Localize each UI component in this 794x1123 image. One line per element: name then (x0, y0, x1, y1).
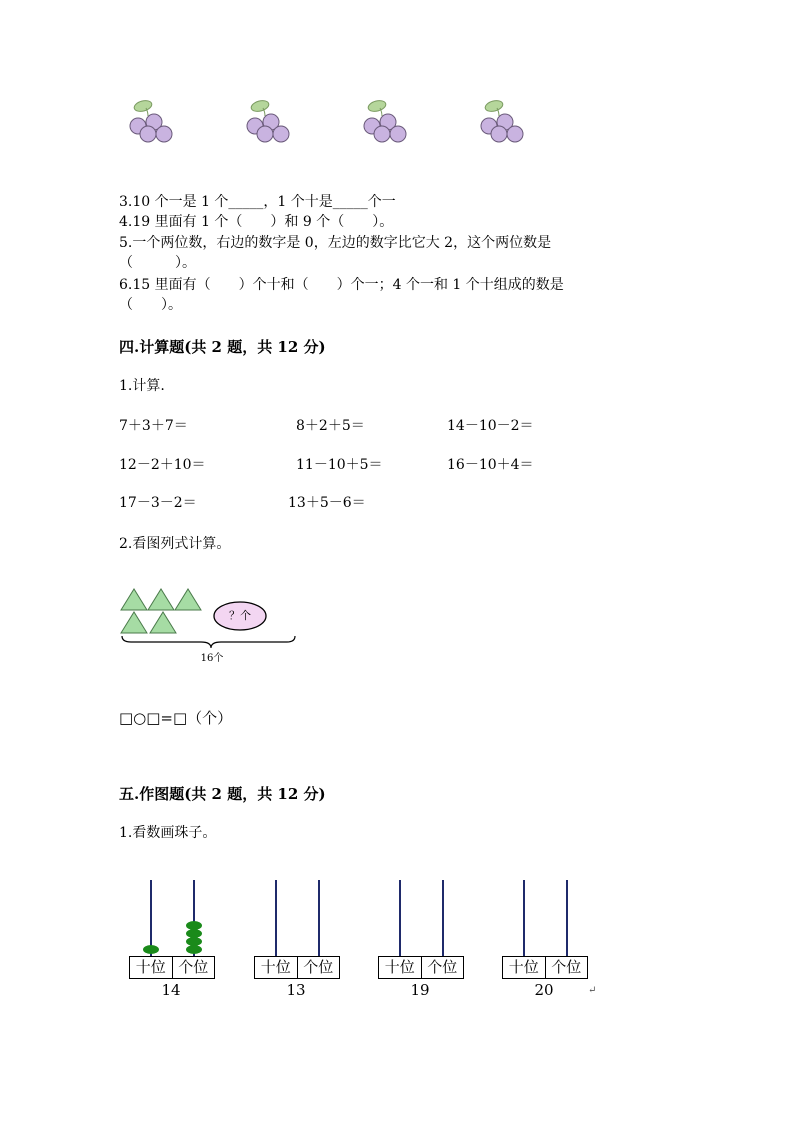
bead (143, 945, 159, 954)
answer-template: □○□=□（个） (119, 709, 233, 727)
tens-label: 十位 (503, 957, 546, 978)
calc-item: 13＋5－6＝ (288, 495, 366, 511)
grape-image-2 (243, 98, 295, 146)
calc-item: 14－10－2＝ (447, 418, 534, 434)
grape-image-3 (360, 98, 412, 146)
abacus-4 (502, 880, 588, 1000)
bubble-label: ？个 (229, 609, 251, 622)
tens-label: 十位 (379, 957, 422, 978)
return-mark: ↵ (588, 985, 597, 996)
section-4-title: 四.计算题(共 2 题，共 12 分) (119, 338, 326, 356)
bead (186, 921, 202, 930)
tens-label: 十位 (130, 957, 173, 978)
place-value-table (502, 956, 588, 979)
ones-label: 个位 (427, 958, 458, 976)
question-5-continued: （ ）。 (119, 255, 196, 271)
calc-item: 16－10＋4＝ (447, 457, 534, 473)
triangle-figure (119, 585, 301, 665)
calc-item: 17－3－2＝ (119, 495, 197, 511)
ones-rod (566, 880, 568, 956)
total-label: 16个 (200, 653, 224, 664)
grape-image-4 (477, 98, 529, 146)
bead (186, 945, 202, 954)
tens-rod (523, 880, 525, 956)
abacus-3 (378, 880, 464, 1000)
abacus-2 (254, 880, 340, 1000)
question-6-continued: （ ）。 (119, 297, 182, 313)
abacus-number: 19 (410, 981, 430, 999)
question-3: 3.10 个一是 1 个_____，1 个十是_____个一 (119, 194, 396, 210)
calc-item: 8＋2＋5＝ (296, 418, 365, 434)
tens-label: 十位 (255, 957, 298, 978)
tens-rod (399, 880, 401, 956)
tens-rod (275, 880, 277, 956)
place-value-table (129, 956, 215, 979)
ones-rod (318, 880, 320, 956)
grape-image-1 (126, 98, 178, 146)
ones-rod (442, 880, 444, 956)
bead (186, 937, 202, 946)
calc-item: 7＋3＋7＝ (119, 418, 188, 434)
section-4-q1-label: 1.计算. (119, 378, 165, 394)
place-value-table (254, 956, 340, 979)
section-5-q1-label: 1.看数画珠子。 (119, 825, 217, 841)
abacus-number: 20 (534, 981, 554, 999)
ones-label: 个位 (178, 958, 209, 976)
abacus-1 (129, 880, 215, 1000)
section-5-title: 五.作图题(共 2 题，共 12 分) (119, 785, 326, 803)
place-value-table (378, 956, 464, 979)
abacus-number: 13 (286, 981, 306, 999)
calc-item: 12－2＋10＝ (119, 457, 206, 473)
ones-label: 个位 (551, 958, 582, 976)
bead (186, 929, 202, 938)
calc-item: 11－10＋5＝ (296, 457, 383, 473)
question-6: 6.15 里面有（ ）个十和（ ）个一；4 个一和 1 个十组成的数是 (119, 277, 564, 293)
question-5: 5.一个两位数，右边的数字是 0，左边的数字比它大 2，这个两位数是 (119, 235, 552, 251)
ones-label: 个位 (303, 958, 334, 976)
question-4: 4.19 里面有 1 个（ ）和 9 个（ ）。 (119, 214, 394, 230)
abacus-number: 14 (161, 981, 181, 999)
section-4-q2-label: 2.看图列式计算。 (119, 536, 231, 552)
